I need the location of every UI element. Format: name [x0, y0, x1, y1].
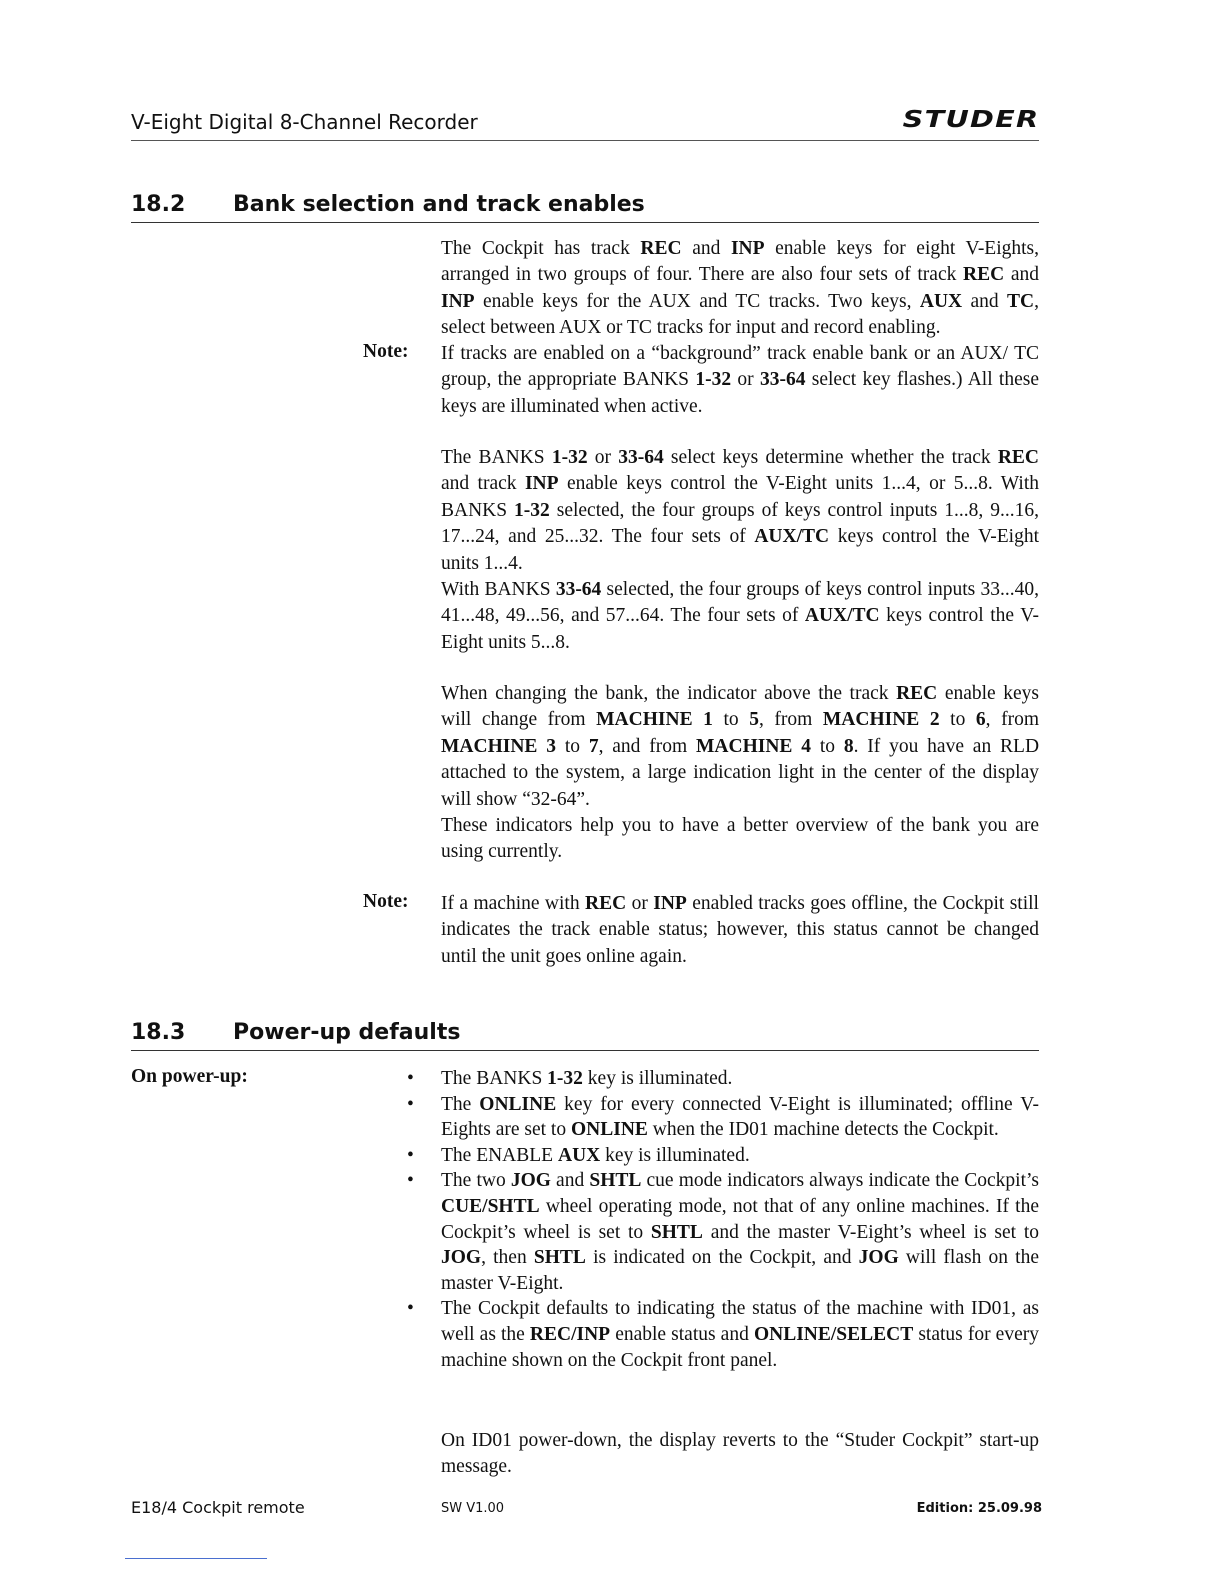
text-run: will flash on the master V-Eight.: [441, 1247, 1039, 1294]
list-item: [407, 1168, 1039, 1296]
note-label: Note:: [363, 341, 409, 362]
text-run: to: [712, 709, 750, 731]
bold-term: JOG: [858, 1247, 899, 1269]
text-run: selected, the four groups of keys control inputs 1...8, 9...16, 17...24, and 25...32. The four sets of: [441, 499, 1039, 548]
text-run: or: [731, 369, 760, 391]
bold-term: SHTL: [650, 1221, 703, 1243]
text-run: On ID01 power-down, the display reverts to the “Studer Cockpit” start-up message.: [441, 1430, 1039, 1478]
footer-software-version: SW V1.00: [441, 1501, 505, 1516]
section-number: 18.3: [131, 1020, 186, 1045]
text-run: If a machine with: [441, 893, 585, 914]
text-run: , from: [985, 709, 1040, 731]
bold-term: 1-32: [547, 1068, 583, 1089]
bold-term: AUX: [919, 290, 963, 312]
text-run: The Cockpit defaults to indicating the status of the machine with ID01, as well as the: [441, 1298, 1039, 1345]
footer-page-ref: E18/4 Cockpit remote: [131, 1498, 305, 1517]
text-run: or: [626, 893, 654, 914]
bullet-icon: •: [407, 1298, 414, 1320]
text-run: The two: [441, 1170, 511, 1192]
bold-term: 1-32: [695, 369, 732, 391]
bold-term: 1-32: [514, 499, 550, 521]
bold-term: REC: [997, 447, 1040, 468]
note-background-bank: [441, 341, 1039, 420]
paragraph-indicators: [441, 813, 1039, 866]
bold-term: JOG: [441, 1247, 482, 1269]
text-run: enable keys will change from: [441, 683, 1039, 731]
note-offline: [441, 891, 1039, 970]
bullet-icon: •: [407, 1068, 414, 1089]
section-heading-18-2: [131, 192, 1039, 223]
text-run: to: [556, 735, 589, 757]
text-run: and: [550, 1170, 590, 1192]
document-title: V-Eight Digital 8-Channel Recorder: [131, 110, 478, 134]
bold-term: INP: [653, 893, 687, 914]
text-run: enable keys for the AUX and TC tracks. Two keys,: [474, 290, 920, 312]
paragraph-bank-change: [441, 681, 1039, 813]
bold-term: 7: [588, 735, 599, 757]
bold-term: 33-64: [759, 369, 806, 391]
paragraph-banks-33-64: [441, 577, 1039, 656]
list-item: [407, 1143, 1039, 1169]
section-number: 18.2: [131, 192, 186, 217]
bullet-icon: •: [407, 1093, 414, 1115]
page-header: [131, 107, 1039, 141]
text-run: enable status and: [610, 1323, 754, 1345]
list-item: [407, 1296, 1039, 1373]
bold-term: MACHINE 3: [441, 735, 556, 757]
text-run: , from: [758, 709, 823, 731]
bold-term: JOG: [510, 1170, 551, 1192]
text-run: The: [441, 1093, 480, 1115]
paragraph-power-down: [441, 1428, 1039, 1481]
text-run: select key flashes.) All these keys are illuminated when active.: [441, 369, 1039, 417]
section-title: Bank selection and track enables: [233, 192, 645, 217]
bold-term: 33-64: [555, 579, 602, 600]
footer-edition: Edition: 25.09.98: [916, 1501, 1042, 1516]
studer-logo: STUDER: [902, 107, 1039, 133]
section-heading-18-3: [131, 1020, 1039, 1051]
text-run: to: [939, 709, 976, 731]
bold-term: ONLINE/SELECT: [753, 1323, 914, 1345]
bullet-icon: •: [407, 1170, 414, 1192]
bold-term: 6: [975, 709, 986, 731]
text-run: , select between AUX or TC tracks for input and record enabling.: [441, 290, 1039, 339]
text-run: selected, the four groups of keys control inputs 33...40, 41...48, 49...56, and 57...64. The four sets of: [441, 579, 1039, 627]
bold-term: SHTL: [589, 1170, 642, 1192]
text-run: and: [1004, 264, 1039, 286]
text-run: key is illuminated.: [600, 1144, 750, 1166]
text-run: , then: [481, 1247, 534, 1269]
bold-term: INP: [441, 290, 475, 312]
text-run: select keys determine whether the track: [663, 447, 998, 468]
bold-term: REC: [896, 683, 938, 704]
text-run: and: [681, 238, 731, 259]
text-run: is indicated on the Cockpit, and: [585, 1247, 859, 1269]
text-run: to: [811, 735, 844, 757]
bold-term: MACHINE 4: [696, 735, 811, 757]
text-run: . If you have an RLD attached to the system, a large indication light in the center of the display will show “32-64”.: [441, 735, 1040, 810]
paragraph-banks: [441, 445, 1039, 577]
bold-term: 5: [749, 709, 759, 731]
text-run: keys control the V-Eight units 5...8.: [441, 605, 1040, 653]
bold-term: AUX: [557, 1144, 601, 1166]
bold-term: SHTL: [533, 1247, 586, 1269]
bold-term: 33-64: [618, 447, 664, 468]
section-title: Power-up defaults: [233, 1020, 461, 1045]
note-label: Note:: [363, 891, 409, 912]
bold-term: 8: [843, 735, 854, 757]
bold-term: ONLINE: [479, 1093, 557, 1115]
bold-term: TC: [1007, 290, 1035, 312]
text-run: and the master V-Eight’s wheel is set to: [702, 1221, 1039, 1243]
paragraph-intro: [441, 236, 1039, 342]
bold-term: MACHINE 2: [822, 709, 940, 731]
text-run: These indicators help you to have a better overview of the bank you are using currently.: [441, 815, 1039, 863]
text-run: and track: [441, 473, 525, 495]
bold-term: INP: [524, 473, 559, 495]
bold-term: 1-32: [551, 447, 588, 468]
bold-term: AUX/TC: [754, 526, 830, 548]
text-run: or: [587, 447, 619, 468]
text-run: when the ID01 machine detects the Cockpit.: [647, 1119, 999, 1141]
bold-term: REC/INP: [529, 1323, 611, 1345]
text-run: wheel operating mode, not that of any online machines. If the Cockpit’s wheel is set to: [441, 1195, 1039, 1243]
bold-term: CUE/SHTL: [441, 1195, 540, 1217]
text-run: When changing the bank, the indicator above the track: [441, 683, 897, 704]
bold-term: REC: [585, 893, 627, 914]
text-run: With BANKS: [441, 579, 556, 600]
text-run: enable keys for eight V-Eights, arranged in two groups of four. There are also four sets of track: [441, 238, 1040, 286]
text-run: , and from: [598, 735, 696, 757]
bullet-icon: •: [407, 1144, 414, 1166]
text-run: cue mode indicators always indicate the Cockpit’s: [641, 1170, 1039, 1192]
bold-term: INP: [730, 238, 765, 259]
list-item: [407, 1066, 1039, 1092]
text-run: The ENABLE: [441, 1144, 558, 1166]
text-run: key is illuminated.: [582, 1068, 733, 1089]
bold-term: AUX/TC: [804, 605, 880, 627]
bold-term: REC: [640, 238, 682, 259]
text-run: The BANKS: [441, 447, 552, 468]
text-run: If tracks are enabled on a “background” track enable bank or an AUX/ TC group, the appropriate BANKS: [441, 343, 1039, 391]
text-run: The Cockpit has track: [441, 238, 641, 259]
on-power-up-label: On power-up:: [131, 1066, 248, 1087]
text-run: The BANKS: [441, 1068, 548, 1089]
bold-term: ONLINE: [570, 1119, 648, 1141]
text-run: enable keys control the V-Eight units 1...4, or 5...8. With BANKS: [441, 473, 1039, 521]
text-run: and: [962, 290, 1008, 312]
list-item: [407, 1092, 1039, 1143]
text-run: enabled tracks goes offline, the Cockpit still indicates the track enable status; however, this status cannot be changed until the unit goes online again.: [441, 893, 1039, 967]
bold-term: MACHINE 1: [596, 709, 713, 731]
bold-term: REC: [963, 264, 1005, 286]
text-run: key for every connected V-Eight is illuminated; offline V-Eights are set to: [441, 1093, 1039, 1141]
power-up-defaults-list: [407, 1066, 1039, 1373]
text-run: keys control the V-Eight units 1...4.: [441, 526, 1039, 574]
divider: [125, 1558, 267, 1559]
text-run: status for every machine shown on the Cockpit front panel.: [441, 1323, 1039, 1371]
